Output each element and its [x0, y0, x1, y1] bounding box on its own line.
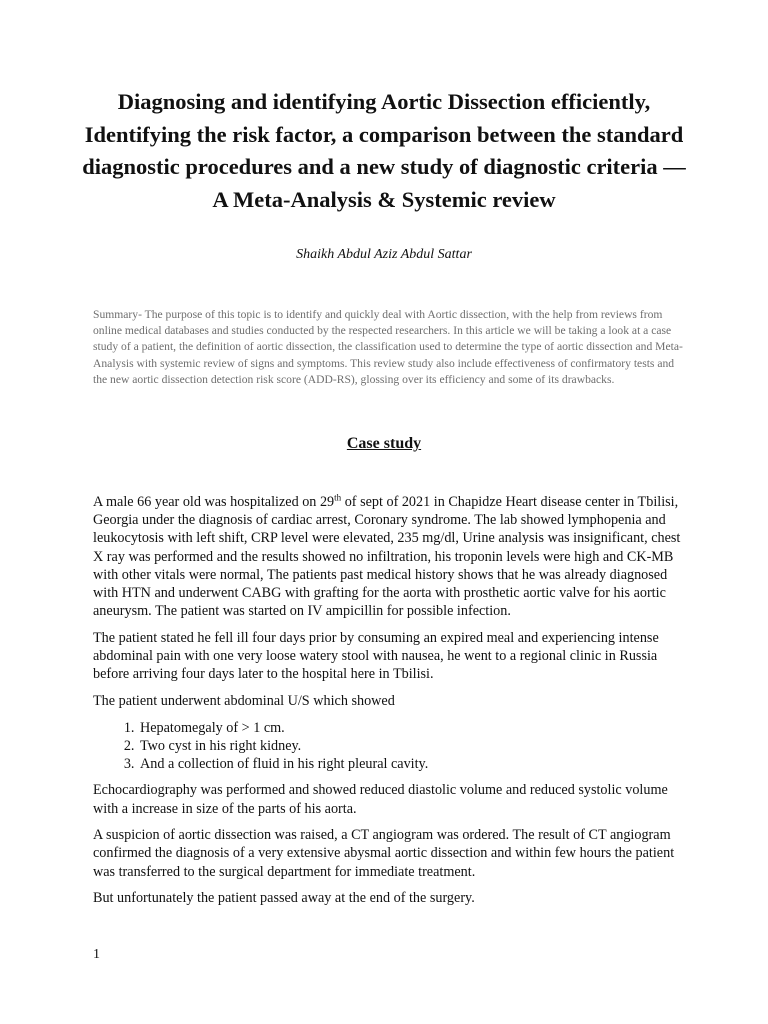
case-study-body: [93, 493, 681, 916]
case-paragraph-echo: Echocardiography was performed and showed reduced diastolic volume and reduced systolic volume with a increase in size of the parts of his aorta.: [93, 782, 668, 817]
list-item: 2. Two cyst in his right kidney.: [138, 737, 681, 755]
summary-paragraph: Summary- The purpose of this topic is to identify and quickly deal with Aortic dissection, with the help from reviews from online medical databases and studies conducted by the respected researchers. In this article we will be taking a look at a case study of a patient, the definition of aortic dissection, the classification used to determine the type of aortic dissection and Meta-Analysis with systemic review of signs and symptoms. This review study also include effectiveness of confirmatory tests and the new aortic dissection detection risk score (ADD-RS), glossing over its efficiency and some of its drawbacks.: [93, 308, 683, 386]
case-paragraph-ultrasound: The patient underwent abdominal U/S which showed: [93, 693, 395, 710]
admission-text-start: A male 66 year old was hospitalized on 29: [93, 494, 335, 510]
page-number: 1: [93, 947, 100, 962]
admission-text-rest: of sept of 2021 in Chapidze Heart disease center in Tbilisi, Georgia under the diagnosis of cardiac arrest, Coronary syndrome. The lab showed lymphopenia and leukocytosis with left shift, CRP level were elevated, 235 mg/dl, Urine analysis was insignificant, chest X ray was performed and the results showed no infiltration, his troponin levels were high and CK-MB with other vitals were normal, The patients past medical history shows that he was already diagnosed with HTN and underwent CABG with grafting for the aorta with prosthetic aortic valve for his aortic aneurysm. The patient was started on IV ampicillin for possible infection.: [93, 494, 681, 620]
list-item: 3. And a collection of fluid in his right pleural cavity.: [138, 755, 681, 773]
section-heading-case-study: Case study: [346, 435, 422, 452]
ordinal-suffix: th: [334, 492, 342, 503]
author-name: Shaikh Abdul Aziz Abdul Sattar: [296, 247, 472, 262]
ultrasound-findings-list: [93, 719, 681, 774]
paper-title: Diagnosing and identifying Aortic Dissection efficiently, Identifying the risk factor, a comparison between the standard diagnostic procedures and a new study of diagnostic criteria — A Meta-Analysis & Systemic review: [82, 89, 686, 212]
list-item: 1. Hepatomegaly of > 1 cm.: [138, 719, 681, 737]
case-paragraph-ct: A suspicion of aortic dissection was raised, a CT angiogram was ordered. The result of CT angiogram confirmed the diagnosis of a very extensive abysmal aortic dissection and within few hours the patient was transferred to the surgical department for immediate treatment.: [93, 827, 675, 880]
case-paragraph-history: The patient stated he fell ill four days prior by consuming an expired meal and experiencing intense abdominal pain with one very loose watery stool with nausea, he went to a regional clinic in Russia before arriving four days later to the hospital here in Tbilisi.: [93, 629, 659, 683]
case-paragraph-admission: [93, 493, 681, 620]
case-paragraph-outcome: But unfortunately the patient passed away at the end of the surgery.: [93, 890, 475, 907]
